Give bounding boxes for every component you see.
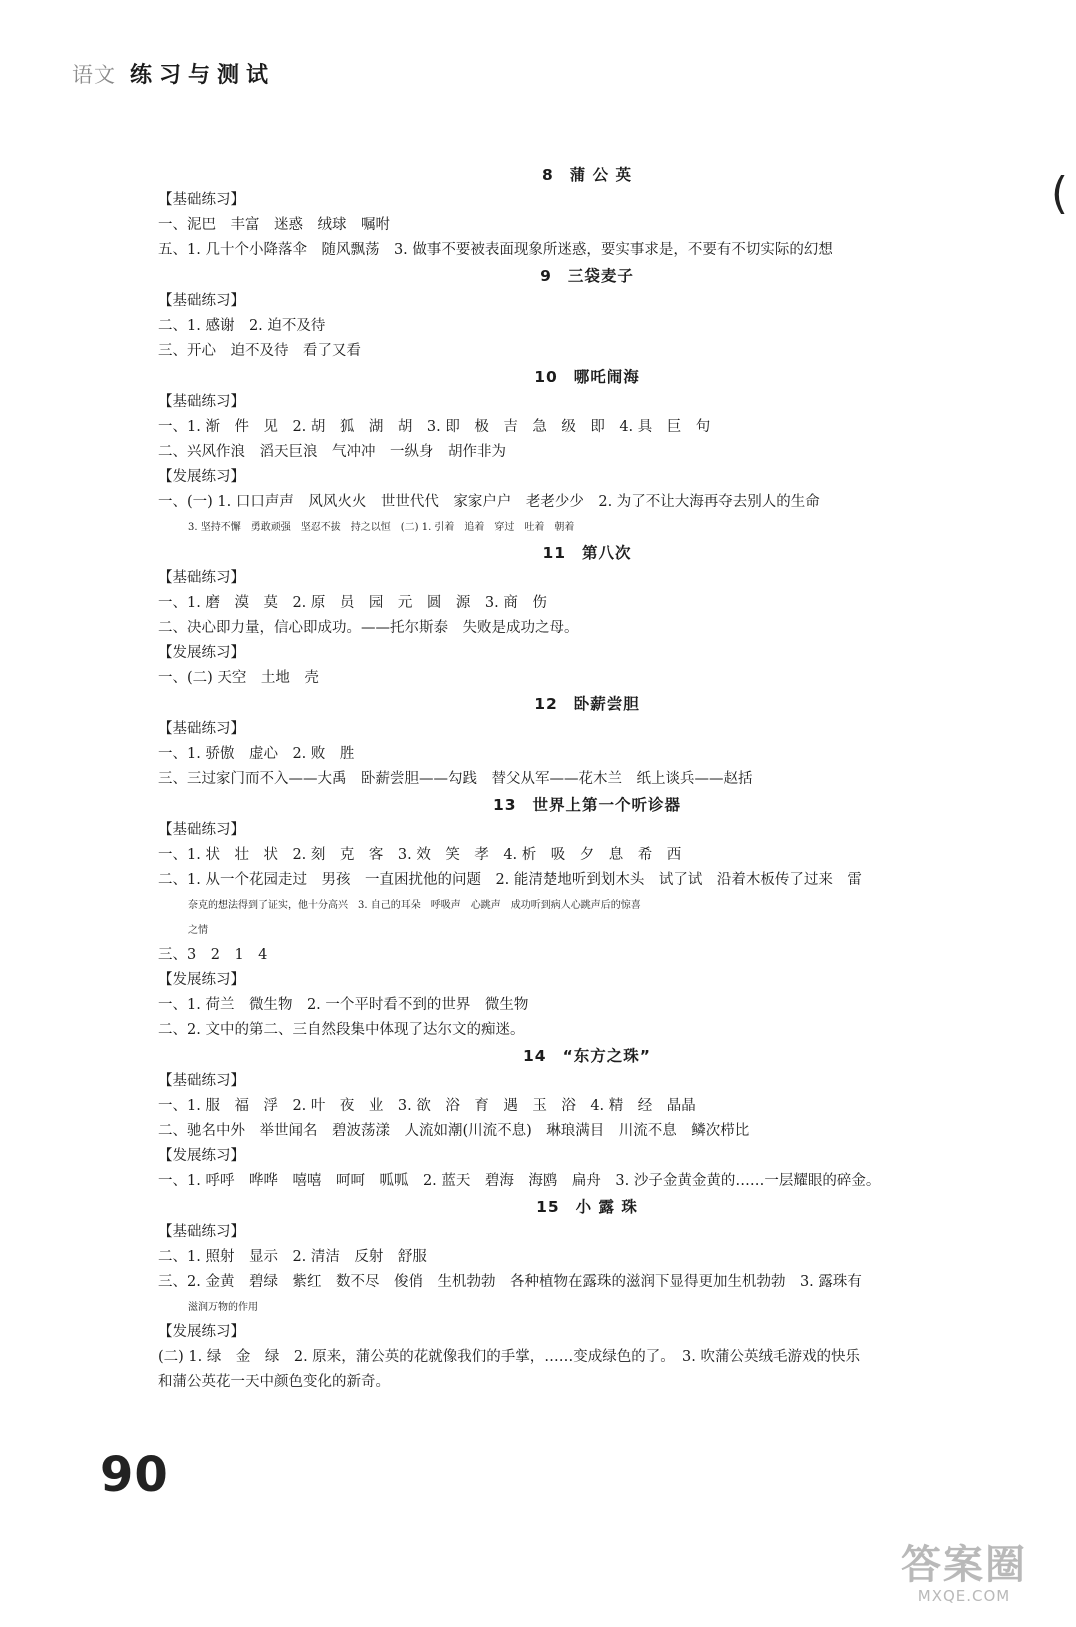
answer-line: 二、驰名中外 举世闻名 碧波荡漾 人流如潮(川流不息) 琳琅满目 川流不息 鳞次栉比 xyxy=(158,1123,750,1139)
answer-line: 二、1. 感谢 2. 迫不及待 xyxy=(158,318,326,334)
answer-line: 二、1. 照射 显示 2. 清洁 反射 舒服 xyxy=(158,1249,427,1265)
lesson-number: 10 xyxy=(534,368,558,386)
answer-line: 一、1. 骄傲 虚心 2. 败 胜 xyxy=(158,746,355,762)
section-heading: 【基础练习】 xyxy=(158,192,245,208)
answer-line: 一、1. 服 福 浮 2. 叶 夜 业 3. 欲 浴 育 遇 玉 浴 4. 精 经 晶晶 xyxy=(158,1098,696,1114)
lesson-number: 8 xyxy=(541,166,554,184)
section-heading: 【发展练习】 xyxy=(158,1148,245,1164)
subject-label: 语文 xyxy=(72,63,116,87)
series-title: 练习与测试 xyxy=(130,63,276,88)
lesson-number: 12 xyxy=(534,695,558,713)
answer-line: 三、2. 金黄 碧绿 紫红 数不尽 俊俏 生机勃勃 各种植物在露珠的滋润下显得更加生机勃勃 3. 露珠有 xyxy=(158,1274,862,1290)
lesson-title xyxy=(158,540,1016,566)
section-heading: 【基础练习】 xyxy=(158,570,245,586)
lesson-number: 13 xyxy=(492,796,517,814)
lesson-title xyxy=(158,1043,1016,1069)
lesson-name: 第八次 xyxy=(582,544,632,562)
lesson-number: 15 xyxy=(536,1198,560,1216)
watermark xyxy=(894,1543,1034,1605)
lesson-title xyxy=(158,792,1016,818)
lesson-name: 卧薪尝胆 xyxy=(573,695,640,713)
watermark-url: MXQE.COM xyxy=(917,1587,1011,1605)
answer-content xyxy=(158,162,1016,1395)
lesson-name: 哪吒闹海 xyxy=(573,368,640,386)
page-number: 90 xyxy=(100,1447,169,1503)
answer-line: 之情 xyxy=(188,925,208,936)
lesson-name: “东方之珠” xyxy=(562,1047,651,1065)
section-heading: 【基础练习】 xyxy=(158,394,245,410)
section-heading: 【发展练习】 xyxy=(158,645,245,661)
lesson-name: 三袋麦子 xyxy=(567,267,634,285)
lesson-title xyxy=(158,364,1016,390)
lesson-title xyxy=(158,1194,1016,1220)
answer-line: 二、2. 文中的第二、三自然段集中体现了达尔文的痴迷。 xyxy=(158,1022,525,1038)
lesson-title xyxy=(158,691,1016,717)
answer-line: 一、(一) 1. 口口声声 风风火火 世世代代 家家户户 老老少少 2. 为了不让大海再夺去别人的生命 xyxy=(158,494,820,510)
answer-line: 二、决心即力量，信心即成功。——托尔斯泰 失败是成功之母。 xyxy=(158,620,579,636)
section-heading: 【基础练习】 xyxy=(158,822,245,838)
answer-line: 和蒲公英花一天中颜色变化的新奇。 xyxy=(158,1374,390,1390)
answer-line: 一、(二) 天空 土地 壳 xyxy=(158,670,319,686)
section-heading: 【基础练习】 xyxy=(158,721,245,737)
answer-line: 五、1. 几十个小降落伞 随风飘荡 3. 做事不要被表面现象所迷惑，要实事求是，不要有不切实际的幻想 xyxy=(158,242,833,258)
section-heading: 【发展练习】 xyxy=(158,469,245,485)
section-heading: 【发展练习】 xyxy=(158,972,245,988)
answer-line: 一、泥巴 丰富 迷惑 绒球 嘱咐 xyxy=(158,217,390,233)
lesson-name: 世界上第一个听诊器 xyxy=(532,796,682,814)
answer-line: (二) 1. 绿 金 绿 2. 原来，蒲公英的花就像我们的手掌，……变成绿色的了。 3. 吹蒲公英绒毛游戏的快乐 xyxy=(158,1349,861,1365)
answer-line: 一、1. 呼呼 哗哗 嘻嘻 呵呵 呱呱 2. 蓝天 碧海 海鸥 扁舟 3. 沙子金黄金黄的……一层耀眼的碎金。 xyxy=(158,1173,881,1189)
page-header xyxy=(72,58,275,89)
answer-line: 二、兴风作浪 滔天巨浪 气冲冲 一纵身 胡作非为 xyxy=(158,444,506,460)
edge-mark: ( xyxy=(1050,168,1068,219)
section-heading: 【基础练习】 xyxy=(158,293,245,309)
lesson-title xyxy=(158,162,1016,188)
section-heading: 【基础练习】 xyxy=(158,1073,245,1089)
answer-line: 三、三过家门而不入——大禹 卧薪尝胆——勾践 替父从军——花木兰 纸上谈兵——赵括 xyxy=(158,771,753,787)
lesson-title xyxy=(158,263,1016,289)
answer-line: 一、1. 渐 件 见 2. 胡 狐 湖 胡 3. 即 极 吉 急 级 即 4. 具 巨 句 xyxy=(158,419,711,435)
answer-line: 奈克的想法得到了证实，他十分高兴 3. 自己的耳朵 呼吸声 心跳声 成功听到病人心跳声后的惊喜 xyxy=(188,900,641,911)
lesson-name: 蒲 公 英 xyxy=(569,166,633,184)
section-heading: 【基础练习】 xyxy=(158,1224,245,1240)
lesson-name: 小 露 珠 xyxy=(575,1198,638,1216)
lesson-number: 11 xyxy=(542,544,567,562)
answer-line: 三、开心 迫不及待 看了又看 xyxy=(158,343,361,359)
answer-line: 三、3 2 1 4 xyxy=(158,947,268,963)
answer-line: 一、1. 磨 漠 莫 2. 原 员 园 元 圆 源 3. 商 伤 xyxy=(158,595,547,611)
answer-line: 一、1. 状 壮 状 2. 刻 克 客 3. 效 笑 孝 4. 析 吸 夕 息 希 西 xyxy=(158,847,682,863)
lesson-number: 14 xyxy=(523,1047,547,1065)
answer-line: 二、1. 从一个花园走过 男孩 一直困扰他的问题 2. 能清楚地听到划木头 试了试 沿着木板传了过来 雷 xyxy=(158,872,862,888)
answer-line: 3. 坚持不懈 勇敢顽强 坚忍不拔 持之以恒 (二) 1. 引着 追着 穿过 吐着 朝着 xyxy=(188,522,575,533)
answer-line: 一、1. 荷兰 微生物 2. 一个平时看不到的世界 微生物 xyxy=(158,997,529,1013)
watermark-text: 答案圈 xyxy=(901,1542,1027,1588)
section-heading: 【发展练习】 xyxy=(158,1324,245,1340)
lesson-number: 9 xyxy=(540,267,552,285)
answer-line: 滋润万物的作用 xyxy=(188,1302,258,1313)
